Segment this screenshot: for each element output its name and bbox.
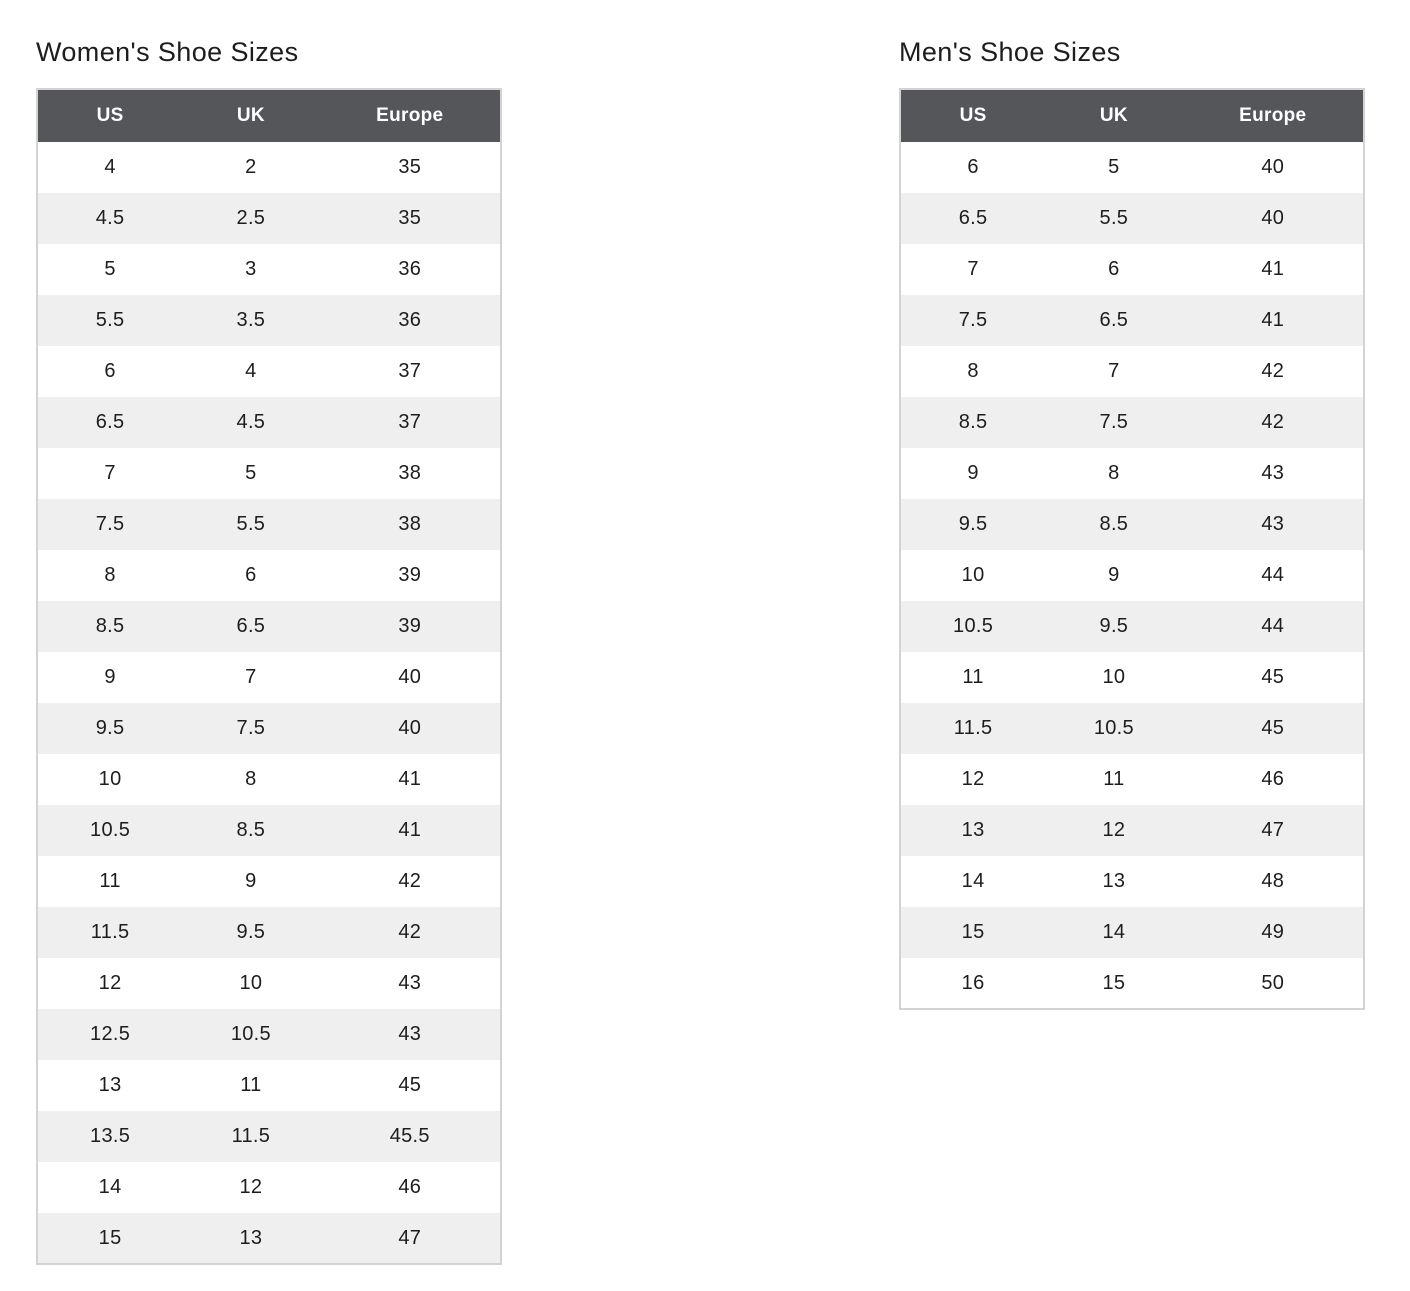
size-cell: 40 <box>1183 142 1364 193</box>
size-cell: 47 <box>1183 805 1364 856</box>
size-cell: 7 <box>182 652 319 703</box>
table-row <box>37 652 501 703</box>
size-cell: 44 <box>1183 550 1364 601</box>
table-row <box>900 907 1364 958</box>
size-cell: 41 <box>320 754 501 805</box>
size-cell: 40 <box>320 652 501 703</box>
table-row <box>900 142 1364 193</box>
size-cell: 9 <box>900 448 1045 499</box>
womens-column-header-europe: Europe <box>320 89 501 142</box>
size-cell: 9 <box>1045 550 1182 601</box>
size-cell: 45 <box>1183 703 1364 754</box>
table-row <box>37 550 501 601</box>
size-cell: 5 <box>182 448 319 499</box>
size-cell: 4.5 <box>182 397 319 448</box>
size-cell: 13 <box>1045 856 1182 907</box>
table-row <box>37 448 501 499</box>
size-cell: 3 <box>182 244 319 295</box>
size-cell: 41 <box>1183 244 1364 295</box>
size-cell: 2.5 <box>182 193 319 244</box>
size-cell: 7 <box>1045 346 1182 397</box>
table-row <box>37 244 501 295</box>
womens-table-title: Women's Shoe Sizes <box>36 37 299 67</box>
header-row <box>900 89 1364 142</box>
size-cell: 6.5 <box>37 397 182 448</box>
size-cell: 12 <box>1045 805 1182 856</box>
table-row <box>900 703 1364 754</box>
size-cell: 48 <box>1183 856 1364 907</box>
table-row <box>900 448 1364 499</box>
size-cell: 39 <box>320 550 501 601</box>
size-cell: 10 <box>37 754 182 805</box>
size-cell: 45 <box>1183 652 1364 703</box>
size-cell: 42 <box>320 856 501 907</box>
size-cell: 43 <box>1183 448 1364 499</box>
size-cell: 42 <box>320 907 501 958</box>
size-cell: 14 <box>37 1162 182 1213</box>
size-cell: 40 <box>320 703 501 754</box>
mens-column-header-uk: UK <box>1045 89 1182 142</box>
size-cell: 12 <box>900 754 1045 805</box>
size-cell: 35 <box>320 142 501 193</box>
size-cell: 11 <box>37 856 182 907</box>
size-cell: 3.5 <box>182 295 319 346</box>
size-cell: 12.5 <box>37 1009 182 1060</box>
size-cell: 16 <box>900 958 1045 1009</box>
table-row <box>37 907 501 958</box>
table-row <box>900 193 1364 244</box>
size-cell: 39 <box>320 601 501 652</box>
size-cell: 6.5 <box>900 193 1045 244</box>
size-cell: 43 <box>320 1009 501 1060</box>
size-cell: 45 <box>320 1060 501 1111</box>
size-cell: 10.5 <box>182 1009 319 1060</box>
size-cell: 15 <box>900 907 1045 958</box>
table-row <box>900 601 1364 652</box>
table-row <box>37 1162 501 1213</box>
size-cell: 7 <box>900 244 1045 295</box>
size-cell: 43 <box>320 958 501 1009</box>
size-cell: 46 <box>1183 754 1364 805</box>
size-cell: 5 <box>37 244 182 295</box>
mens-table-header <box>900 89 1364 142</box>
table-row <box>37 856 501 907</box>
table-row <box>37 1060 501 1111</box>
table-row <box>900 754 1364 805</box>
table-row <box>37 601 501 652</box>
size-cell: 41 <box>320 805 501 856</box>
size-cell: 12 <box>37 958 182 1009</box>
table-row <box>37 703 501 754</box>
size-cell: 46 <box>320 1162 501 1213</box>
size-cell: 4.5 <box>37 193 182 244</box>
size-cell: 6.5 <box>1045 295 1182 346</box>
size-cell: 5.5 <box>182 499 319 550</box>
size-cell: 13 <box>182 1213 319 1264</box>
size-cell: 35 <box>320 193 501 244</box>
table-row <box>900 856 1364 907</box>
size-cell: 12 <box>182 1162 319 1213</box>
size-cell: 4 <box>37 142 182 193</box>
size-cell: 10 <box>182 958 319 1009</box>
table-row <box>900 346 1364 397</box>
mens-size-table <box>899 88 1365 1010</box>
size-cell: 6.5 <box>182 601 319 652</box>
size-cell: 10 <box>1045 652 1182 703</box>
size-cell: 9.5 <box>182 907 319 958</box>
header-row <box>37 89 501 142</box>
table-row <box>37 754 501 805</box>
size-cell: 8 <box>1045 448 1182 499</box>
table-row <box>37 499 501 550</box>
size-cell: 8.5 <box>1045 499 1182 550</box>
table-row <box>900 652 1364 703</box>
size-cell: 9.5 <box>900 499 1045 550</box>
mens-column-header-us: US <box>900 89 1045 142</box>
table-row <box>900 550 1364 601</box>
size-cell: 9.5 <box>1045 601 1182 652</box>
size-cell: 7 <box>37 448 182 499</box>
size-cell: 41 <box>1183 295 1364 346</box>
size-cell: 9 <box>182 856 319 907</box>
size-cell: 7.5 <box>1045 397 1182 448</box>
size-cell: 8.5 <box>900 397 1045 448</box>
size-cell: 50 <box>1183 958 1364 1009</box>
size-cell: 11 <box>900 652 1045 703</box>
size-cell: 14 <box>1045 907 1182 958</box>
table-row <box>37 142 501 193</box>
size-cell: 45.5 <box>320 1111 501 1162</box>
womens-column-header-us: US <box>37 89 182 142</box>
size-cell: 10 <box>900 550 1045 601</box>
table-row <box>37 295 501 346</box>
size-cell: 7.5 <box>900 295 1045 346</box>
size-cell: 44 <box>1183 601 1364 652</box>
mens-table-title: Men's Shoe Sizes <box>899 37 1121 67</box>
table-row <box>37 1213 501 1264</box>
size-cell: 13 <box>37 1060 182 1111</box>
table-row <box>900 499 1364 550</box>
size-cell: 37 <box>320 397 501 448</box>
table-row <box>900 244 1364 295</box>
size-cell: 6 <box>1045 244 1182 295</box>
table-row <box>37 958 501 1009</box>
size-cell: 47 <box>320 1213 501 1264</box>
size-cell: 11.5 <box>182 1111 319 1162</box>
size-cell: 8 <box>900 346 1045 397</box>
size-cell: 6 <box>37 346 182 397</box>
womens-size-table <box>36 88 502 1265</box>
size-cell: 9 <box>37 652 182 703</box>
size-cell: 11.5 <box>900 703 1045 754</box>
size-cell: 5.5 <box>37 295 182 346</box>
table-row <box>900 397 1364 448</box>
size-cell: 5 <box>1045 142 1182 193</box>
size-cell: 15 <box>1045 958 1182 1009</box>
table-row <box>37 193 501 244</box>
size-cell: 38 <box>320 499 501 550</box>
size-cell: 8.5 <box>37 601 182 652</box>
size-cell: 42 <box>1183 346 1364 397</box>
table-row <box>900 958 1364 1009</box>
size-cell: 2 <box>182 142 319 193</box>
womens-table-body <box>37 142 501 1264</box>
size-cell: 11 <box>1045 754 1182 805</box>
womens-section <box>36 37 502 1265</box>
table-row <box>37 397 501 448</box>
size-cell: 14 <box>900 856 1045 907</box>
size-cell: 7.5 <box>37 499 182 550</box>
size-cell: 40 <box>1183 193 1364 244</box>
size-cell: 13 <box>900 805 1045 856</box>
size-cell: 8.5 <box>182 805 319 856</box>
mens-table-body <box>900 142 1364 1009</box>
size-cell: 49 <box>1183 907 1364 958</box>
size-cell: 10.5 <box>1045 703 1182 754</box>
size-cell: 11.5 <box>37 907 182 958</box>
size-cell: 37 <box>320 346 501 397</box>
size-cell: 43 <box>1183 499 1364 550</box>
table-row <box>37 1111 501 1162</box>
size-cell: 8 <box>182 754 319 805</box>
mens-section <box>899 37 1365 1010</box>
table-row <box>37 805 501 856</box>
size-cell: 15 <box>37 1213 182 1264</box>
size-cell: 9.5 <box>37 703 182 754</box>
size-cell: 36 <box>320 244 501 295</box>
size-cell: 8 <box>37 550 182 601</box>
size-cell: 10.5 <box>37 805 182 856</box>
size-cell: 42 <box>1183 397 1364 448</box>
size-cell: 11 <box>182 1060 319 1111</box>
table-row <box>900 295 1364 346</box>
size-cell: 4 <box>182 346 319 397</box>
size-cell: 36 <box>320 295 501 346</box>
size-cell: 10.5 <box>900 601 1045 652</box>
size-cell: 13.5 <box>37 1111 182 1162</box>
size-cell: 7.5 <box>182 703 319 754</box>
size-cell: 6 <box>182 550 319 601</box>
table-row <box>37 1009 501 1060</box>
womens-table-header <box>37 89 501 142</box>
size-cell: 38 <box>320 448 501 499</box>
size-cell: 6 <box>900 142 1045 193</box>
table-row <box>900 805 1364 856</box>
table-row <box>37 346 501 397</box>
size-cell: 5.5 <box>1045 193 1182 244</box>
womens-column-header-uk: UK <box>182 89 319 142</box>
mens-column-header-europe: Europe <box>1183 89 1364 142</box>
